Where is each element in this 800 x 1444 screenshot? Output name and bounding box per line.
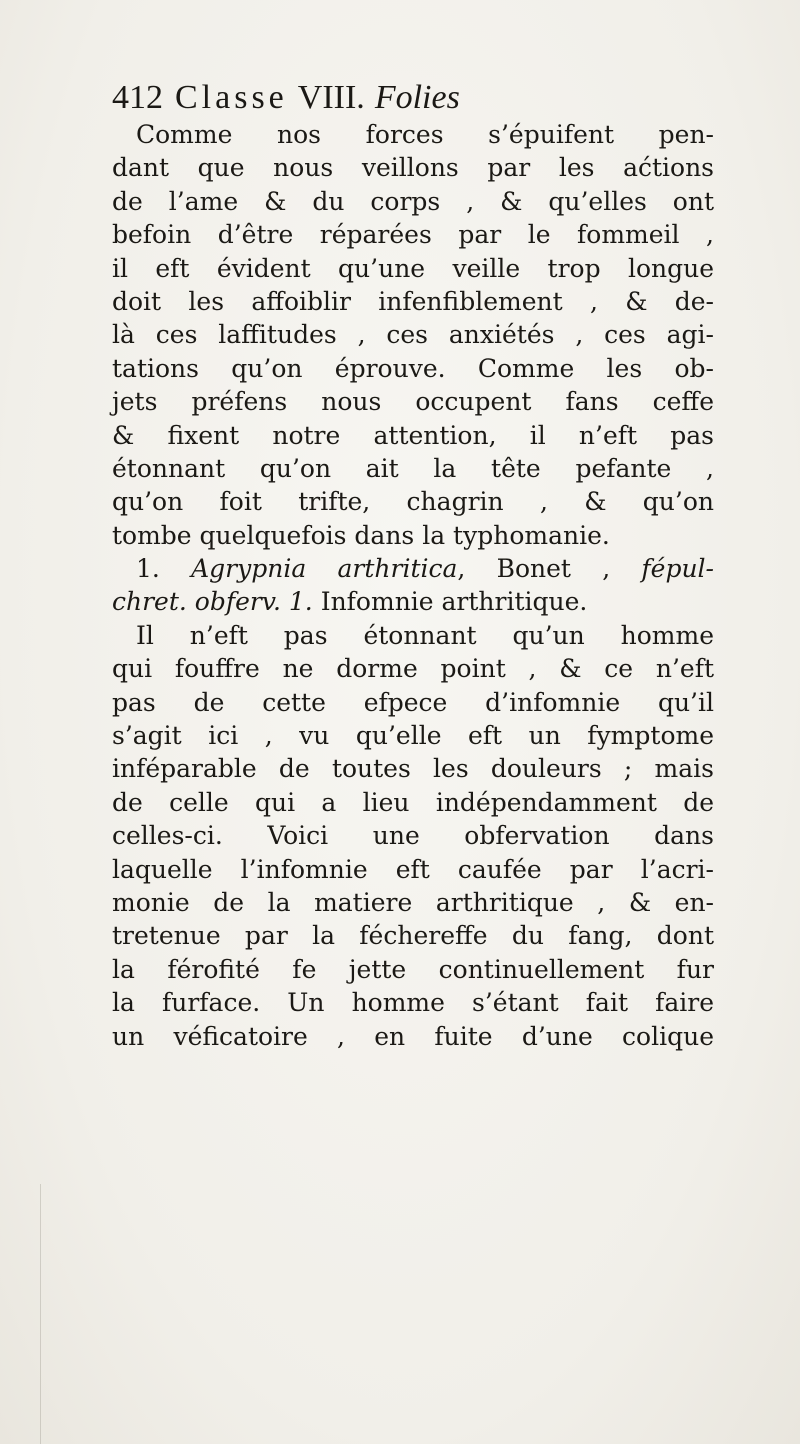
text-line: qui fouffre ne dorme point , & ce n’eft xyxy=(112,654,714,684)
entry-name: Agrypnia arthritica xyxy=(191,554,458,584)
text-line: tombe quelquefois dans la typhomanie. xyxy=(112,520,610,550)
text-line: doit les affoiblir infenfiblement , & de- xyxy=(112,286,714,316)
section-title: Folies xyxy=(374,79,460,116)
text-line: & fixent notre attention, il n’eft pas xyxy=(112,420,714,450)
text-line: Comme nos forces s’épuifent pen- xyxy=(136,120,714,149)
entry-heading-cont xyxy=(112,585,714,618)
text-line: de l’ame & du corps , & qu’elles ont xyxy=(112,186,714,216)
text-line: laquelle l’infomnie eft caufée par l’acri- xyxy=(112,854,714,884)
text-line: jets préfens nous occupent fans ceffe xyxy=(112,387,714,417)
text-line: Il n’eft pas étonnant qu’un homme xyxy=(136,620,714,650)
text-line: il eft évident qu’une veille trop longue xyxy=(112,253,714,283)
text-line: un véficatoire , en fuite d’une colique xyxy=(112,1021,714,1051)
text-line: dant que nous veillons par les aćtions xyxy=(112,153,714,183)
text-line: monie de la matiere arthritique , & en- xyxy=(112,887,714,917)
entry-number: 1. xyxy=(136,554,160,584)
entry-source-part2: chret. obferv. 1. xyxy=(112,587,313,617)
class-number: VIII. xyxy=(297,79,365,116)
text-line: là ces laffitudes , ces anxiétés , ces agi- xyxy=(112,320,714,350)
page-number: 412 xyxy=(112,79,163,116)
page-edge-shadow xyxy=(0,1184,41,1444)
text-line: pas de cette efpece d’infomnie qu’il xyxy=(112,687,714,717)
text-line: inféparable de toutes les douleurs ; mais xyxy=(112,754,714,784)
text-line: étonnant qu’on ait la tête pefante , xyxy=(112,453,714,483)
text-line: tretenue par la féchereffe du fang, dont xyxy=(112,921,714,951)
text-line: qu’on foit trifte, chagrin , & qu’on xyxy=(112,487,714,517)
text-line: s’agit ici , vu qu’elle eft un fymptome xyxy=(112,721,714,751)
class-word: Classe xyxy=(175,79,288,116)
entry-heading xyxy=(112,552,714,585)
text-line: celles-ci. Voici une obfervation dans xyxy=(112,821,714,851)
text-line: la férofité fe jette continuellement fur xyxy=(112,954,714,984)
text-line: befoin d’être réparées par le fommeil , xyxy=(112,220,714,250)
entry-author: , Bonet , xyxy=(457,554,611,584)
text-line: tations qu’on éprouve. Comme les ob- xyxy=(112,353,714,383)
entry-source-part1: fépul- xyxy=(641,554,714,584)
body-text xyxy=(112,118,714,1053)
entry-translation: Infomnie arthritique. xyxy=(320,587,588,617)
running-header xyxy=(112,78,712,118)
text-line: de celle qui a lieu indépendamment de xyxy=(112,787,714,817)
text-line: la furface. Un homme s’étant fait faire xyxy=(112,988,714,1018)
